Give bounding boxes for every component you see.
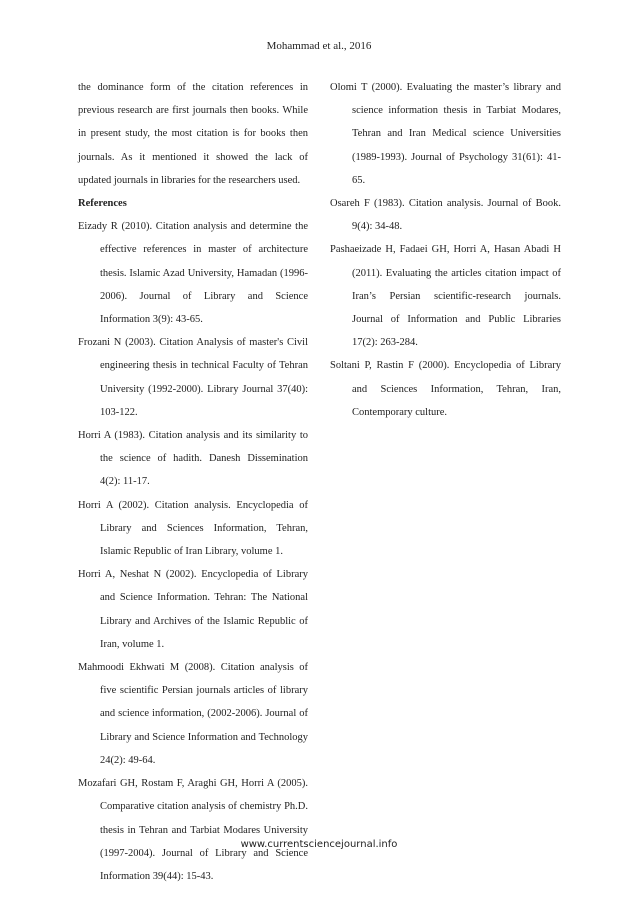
reference-item: Eizady R (2010). Citation analysis and determine the effective references in master of architecture thesis. Islamic Azad University, Hamadan (1996-2006). Journal of Library and Science Information 3(9): 43-65.	[78, 221, 308, 326]
reference-item: Soltani P, Rastin F (2000). Encyclopedia of Library and Sciences Information, Tehran, Iran, Contemporary culture.	[330, 360, 561, 418]
reference-item: Horri A (1983). Citation analysis and its similarity to the science of hadith. Danesh Dissemination 4(2): 11-17.	[78, 430, 308, 488]
reference-item: Horri A, Neshat N (2002). Encyclopedia of Library and Science Information. Tehran: The National Library and Archives of the Islamic Republic of Iran, volume 1.	[78, 569, 308, 650]
reference-item: Mozafari GH, Rostam F, Araghi GH, Horri A (2005). Comparative citation analysis of chemistry Ph.D. thesis in Tehran and Tarbiat Modares University (1997-2004). Journal of Library and Science Information 39(44): 15-43.	[78, 778, 308, 882]
reference-item: Frozani N (2003). Citation Analysis of master's Civil engineering thesis in technical Faculty of Tehran University (1992-2000). Library Journal 37(40): 103-122.	[78, 337, 308, 418]
journal-url-footer: www.currentsciencejournal.info	[240, 839, 398, 850]
references-heading: References	[78, 198, 127, 210]
reference-item: Pashaeizade H, Fadaei GH, Horri A, Hasan Abadi H (2011). Evaluating the articles citation impact of Iran’s Persian scientific-research journals. Journal of Information and Public Libraries 17(2): 263-284.	[330, 244, 561, 349]
reference-item: Osareh F (1983). Citation analysis. Journal of Book. 9(4): 34-48.	[330, 198, 561, 233]
conclusion-paragraph: the dominance form of the citation references in previous research are first journals then books. While in present study, the most citation is for books then journals. As it mentioned it showed the lack of updated journals in libraries for the researchers used.	[78, 82, 308, 186]
running-head: Mohammad et al., 2016	[266, 40, 372, 52]
reference-item: Mahmoodi Ekhwati M (2008). Citation analysis of five scientific Persian journals articles of library and science information, (2002-2006). Journal of Library and Science Information and Technology 24(2): 49-64.	[78, 662, 308, 766]
right-column	[330, 76, 561, 424]
left-column	[78, 76, 308, 888]
reference-item: Horri A (2002). Citation analysis. Encyclopedia of Library and Sciences Information, Tehran, Islamic Republic of Iran Library, volume 1.	[78, 499, 308, 558]
reference-item: Olomi T (2000). Evaluating the master’s library and science information thesis in Tarbiat Modares, Tehran and Iran Medical science Universities (1989-1993). Journal of Psychology 31(61): 41-65.	[330, 82, 561, 186]
